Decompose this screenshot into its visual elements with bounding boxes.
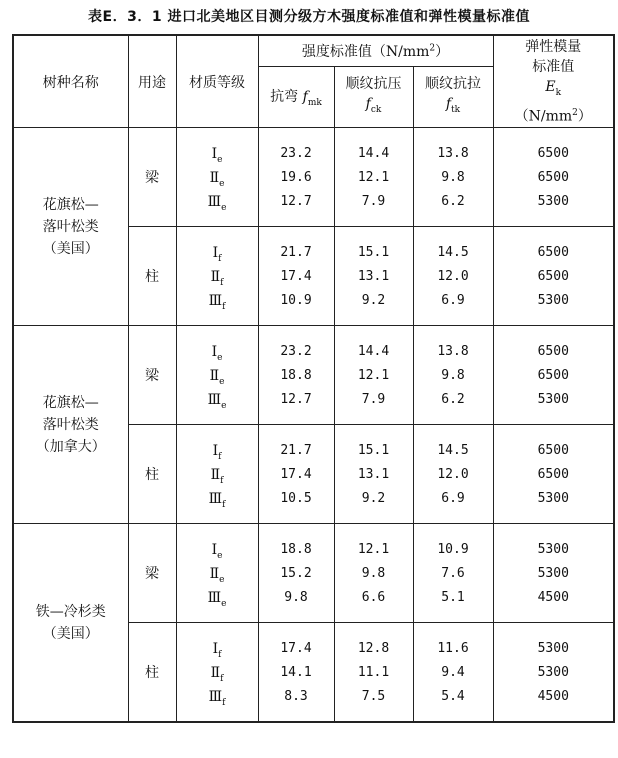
fck-cell	[334, 623, 413, 723]
fck-value: 9.2	[361, 293, 386, 308]
ek-value: 6500	[537, 368, 569, 383]
fmk-value: 15.2	[280, 566, 312, 581]
fck-value: 15.1	[357, 443, 390, 458]
grade-value: $Ⅱ_f$	[210, 665, 224, 684]
ek-cell	[493, 623, 614, 723]
grade-value: $Ⅲ_f$	[208, 293, 226, 312]
use-cell: 梁	[128, 326, 176, 425]
fmk-value: 19.6	[280, 170, 312, 185]
grade-value: $Ⅱ_f$	[210, 269, 224, 288]
header-species: 树种名称	[13, 35, 128, 128]
ftk-cell	[413, 128, 493, 227]
species-line: （美国）	[42, 625, 99, 642]
header-compression: 顺纹抗压 $f_{ck}$	[334, 67, 413, 128]
ftk-value: 12.0	[437, 269, 469, 284]
ek-cell	[493, 128, 614, 227]
fmk-cell	[258, 524, 334, 623]
fmk-value: 14.1	[280, 665, 312, 680]
fmk-value: 8.3	[284, 689, 308, 704]
use-cell: 柱	[128, 623, 176, 723]
ftk-value: 9.8	[441, 170, 465, 185]
table-row	[13, 524, 614, 623]
fmk-value: 21.7	[280, 443, 312, 458]
ek-value: 5300	[537, 194, 569, 209]
fck-value: 6.6	[361, 590, 386, 605]
fck-cell	[334, 326, 413, 425]
ftk-value: 6.2	[441, 392, 465, 407]
grade-value: $Ⅱ_e$	[209, 368, 225, 387]
ek-value: 4500	[537, 689, 569, 704]
grade-cell	[176, 326, 258, 425]
fck-value: 12.1	[357, 542, 390, 557]
grade-cell	[176, 425, 258, 524]
use-cell: 梁	[128, 524, 176, 623]
ek-value: 6500	[537, 170, 569, 185]
fmk-cell	[258, 425, 334, 524]
fmk-value: 18.8	[280, 368, 312, 383]
grade-cell	[176, 128, 258, 227]
fmk-cell	[258, 128, 334, 227]
fmk-value: 10.9	[280, 293, 312, 308]
use-cell: 柱	[128, 227, 176, 326]
ek-value: 6500	[537, 269, 569, 284]
ftk-value: 13.8	[437, 146, 469, 161]
ftk-value: 14.5	[437, 443, 469, 458]
fmk-value: 17.4	[280, 467, 312, 482]
fck-value: 9.8	[361, 566, 386, 581]
fmk-cell	[258, 326, 334, 425]
ek-value: 5300	[537, 293, 569, 308]
table-caption: 表E．3．1 进口北美地区目测分级方木强度标准值和弹性模量标准值	[88, 9, 530, 25]
header-modulus: 弹性模量 标准值 $E_k$ $(N/mm^2)$	[493, 35, 614, 128]
grade-value: $Ⅲ_e$	[207, 590, 227, 609]
grade-value: $Ⅱ_f$	[210, 467, 224, 486]
grade-value: $Ⅲ_f$	[208, 689, 226, 708]
ek-value: 6500	[537, 344, 569, 359]
fmk-value: 10.5	[280, 491, 312, 506]
fck-value: 12.1	[357, 368, 390, 383]
ek-cell	[493, 524, 614, 623]
ek-value: 4500	[537, 590, 569, 605]
grade-value: $Ⅰ_e$	[211, 542, 223, 561]
fmk-value: 23.2	[280, 146, 312, 161]
fmk-value: 23.2	[280, 344, 312, 359]
table-body	[13, 35, 614, 722]
grade-cell	[176, 227, 258, 326]
ftk-value: 9.8	[441, 368, 465, 383]
header-grade: 材质等级	[176, 35, 258, 128]
ek-value: 6500	[537, 467, 569, 482]
ftk-value: 12.0	[437, 467, 469, 482]
fmk-value: 21.7	[280, 245, 312, 260]
grade-value: $Ⅰ_e$	[211, 344, 223, 363]
grade-value: $Ⅰ_f$	[212, 641, 222, 660]
header-strength-group: 强度标准值$(N/mm^2)$	[258, 35, 493, 67]
ek-cell	[493, 326, 614, 425]
ftk-value: 5.1	[441, 590, 465, 605]
ftk-value: 7.6	[441, 566, 465, 581]
use-cell: 柱	[128, 425, 176, 524]
species-cell	[13, 128, 128, 326]
fck-value: 11.1	[357, 665, 390, 680]
fck-cell	[334, 227, 413, 326]
fmk-cell	[258, 227, 334, 326]
ftk-value: 5.4	[441, 689, 465, 704]
fck-value: 7.5	[361, 689, 386, 704]
ftk-value: 9.4	[441, 665, 465, 680]
species-line: 花旗松—	[42, 196, 99, 213]
fmk-value: 9.8	[284, 590, 308, 605]
fck-value: 14.4	[357, 146, 390, 161]
grade-value: $Ⅲ_f$	[208, 491, 226, 510]
fck-cell	[334, 524, 413, 623]
grade-cell	[176, 623, 258, 723]
fmk-cell	[258, 623, 334, 723]
fmk-value: 17.4	[280, 641, 312, 656]
grade-value: $Ⅲ_e$	[207, 194, 227, 213]
fmk-value: 12.7	[280, 194, 312, 209]
fmk-value: 12.7	[280, 392, 312, 407]
ftk-value: 6.2	[441, 194, 465, 209]
ftk-value: 10.9	[437, 542, 469, 557]
species-cell	[13, 326, 128, 524]
ek-cell	[493, 227, 614, 326]
fck-value: 15.1	[357, 245, 390, 260]
fck-value: 13.1	[357, 269, 390, 284]
ek-value: 6500	[537, 443, 569, 458]
table-row	[13, 326, 614, 425]
species-line: 落叶松类	[42, 416, 99, 433]
header-row-1	[13, 35, 614, 67]
strength-table	[12, 34, 615, 723]
ek-cell	[493, 425, 614, 524]
fck-cell	[334, 425, 413, 524]
grade-value: $Ⅲ_e$	[207, 392, 227, 411]
table-row	[13, 128, 614, 227]
ftk-value: 6.9	[441, 491, 465, 506]
species-line: 铁—冷杉类	[35, 603, 106, 620]
fck-value: 14.4	[357, 344, 390, 359]
grade-value: $Ⅰ_e$	[211, 146, 223, 165]
species-line: 花旗松—	[42, 394, 99, 411]
grade-value: $Ⅱ_e$	[209, 170, 225, 189]
fck-value: 7.9	[361, 392, 386, 407]
ek-value: 6500	[537, 146, 569, 161]
species-cell	[13, 524, 128, 723]
ek-value: 5300	[537, 542, 569, 557]
ek-value: 5300	[537, 665, 569, 680]
ek-value: 5300	[537, 566, 569, 581]
grade-value: $Ⅰ_f$	[212, 245, 222, 264]
ftk-cell	[413, 227, 493, 326]
species-line: （加拿大）	[35, 438, 106, 455]
ek-value: 5300	[537, 491, 569, 506]
ek-value: 6500	[537, 245, 569, 260]
fck-value: 9.2	[361, 491, 386, 506]
fmk-value: 18.8	[280, 542, 312, 557]
fmk-value: 17.4	[280, 269, 312, 284]
species-line: （美国）	[42, 240, 99, 257]
ek-value: 5300	[537, 392, 569, 407]
header-use: 用途	[128, 35, 176, 128]
species-line: 落叶松类	[42, 218, 99, 235]
fck-cell	[334, 128, 413, 227]
ek-value: 5300	[537, 641, 569, 656]
fck-value: 12.8	[357, 641, 390, 656]
grade-value: $Ⅱ_e$	[209, 566, 225, 585]
grade-value: $Ⅰ_f$	[212, 443, 222, 462]
header-tension: 顺纹抗拉 $f_{tk}$	[413, 67, 493, 128]
ftk-value: 6.9	[441, 293, 465, 308]
grade-cell	[176, 524, 258, 623]
ftk-value: 11.6	[437, 641, 469, 656]
header-bending: 抗弯 $f_{mk}$	[258, 67, 334, 128]
fck-value: 7.9	[361, 194, 386, 209]
ftk-value: 14.5	[437, 245, 469, 260]
fck-value: 12.1	[357, 170, 390, 185]
ftk-cell	[413, 623, 493, 723]
ftk-cell	[413, 524, 493, 623]
ftk-value: 13.8	[437, 344, 469, 359]
fck-value: 13.1	[357, 467, 390, 482]
use-cell: 梁	[128, 128, 176, 227]
ftk-cell	[413, 425, 493, 524]
ftk-cell	[413, 326, 493, 425]
